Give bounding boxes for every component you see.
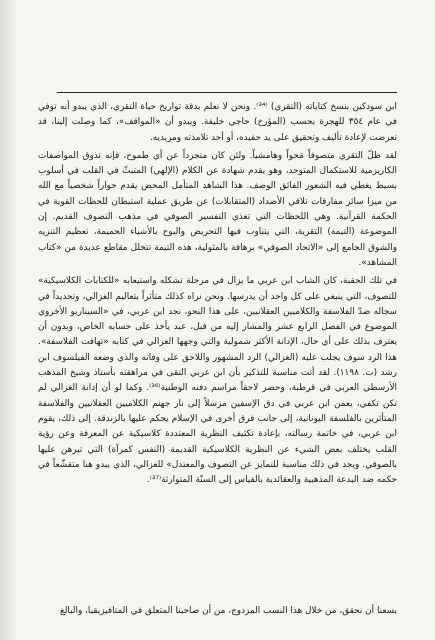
paragraph-2: لقد ظلّ التقري متصوفاً مَحواً وهامشياً. ولئن كان متجرداً عن أي طموح، فإنه تذوق المواصفات الكاريزمية للاستكمال المتوحد، وهو يقدم شهادة عن الكلام (الإلهي) المتبثّ في القلب في أسلوب بسيط يغطي فيه الشعور الفائق الوصف. هذا الشاهد المتأمل المحض يقدم حواراً شخصياً مع الله من ميزا سائر مفارقات تلاقي الأضداد (المتقابلات) عن طريق عملية استبطان للحظات القوية في الحكمة القرآنية. وهي اللحظات التي تغذي التفسير الصوفي في مذهب التصوف القديم. إن الموضوعة (التيمة) التقرية، التي يتناوب فيها التحريض والبوح بالأشياء الحميمة، تعظيم التنزيه والشوق الجامع إلى «الاتحاد الصوفي» برهافة بالمثولية، هذه التيمة تتخلل مقاطع عديدة من «كتاب المشاهد».	[38, 150, 397, 268]
paragraph-1: ابن سودكين بنسخ كتاباته (التقري) ⁽³⁴⁾. ونحن لا نعلم بدقة تواريخ حياة التقري، الذي يبدو أنه توفي في عام ٣٥٤ للهجرة بحسب (المؤرخ) حاجي خليفة. ويبدو أن «المواقف»، كما وصلت إلينا، قد تعرضت لإعادة تأليف وتحقيق على يد حفيده، أو أحد تلامذته ومريديه.	[38, 102, 397, 143]
scan-edge-shadow	[0, 0, 18, 640]
header-divider	[57, 92, 397, 93]
body-text	[38, 100, 397, 488]
paragraph-3: في تلك الحقبة، كان الشاب ابن عربي ما يزال في مرحلة تشكله واستيعابه «للكتابات الكلاسيكية» للتصوف، التي ينبغي على كل واحد أن يدرسها. ونحن نراه كذلك متأثراً بتعاليم الغزالي، وتحديداً في سجاله ضدّ الفلاسفة والكلاميين العقلانيين، على هذا النحو، نجد ابن عربي، في «السيناريو الأخروي الموضوع في الفصل الرابع عشر والمشار إليه من قبل، عبد يأخذ على حسابه الخاص، وبدون أن يعترف بذلك على أي حال، الإدانة الأكثر شمولية والتي وجهها الغزالي في كتابه «تهافت الفلاسفة». هذا الرد سوف يجلب عليه (الغزالي) الرد المشهور واللاحق على وفاته والذي وضعه الفيلسوف ابن رشد (ت. ١١٩٨). لقد أتت مناسبة للتذكير بأن ابن عربي التقى في مراهقته بأستاذ وشيخ المذهب الأرسطي العربي في قرطبة، وحضر لاحقاً مراسم دفنه الوطنية⁽³⁶⁾. وكما لو أن إدانة الغزالي لم تكن تكفي، يعمن ابن عربي في دق الإسفين مرسلاً إلى نار جهنم الكلاميين العقلانيين والفلاسفة المتأثرين بالفلسفة اليونانية، إلى جانب فرق أخرى في الإسلام يحكم عليها بالزندقة. إلى ذلك، يقوم ابن عربي، في خاتمة رسالته، بإعادة تكثيف النظرية المعتددة كلاسيكية عن المعرفة وعن رؤية القلب يختلف بعض الشيء عن النظرية الكلاسيكية القديمة (النفس كمرآة) التي تبرهن عليها بالصوفي. ويجد في ذلك مناسبة للتمايز عن التصوف والمعتدل» للغزالي، الذي يبدو هنا متقشّعاً في حكمه ضد البدعة المذهبية والعقائدية بالقياس إلى السنّة المتوارثة⁽³⁷⁾.	[38, 276, 397, 486]
continuation-line: يسعنا أن نحقق، من خلال هذا النسب المزدوج، من أن صاحبنا المتعلق في المتافيزيقيا، والبالغ	[59, 606, 397, 616]
